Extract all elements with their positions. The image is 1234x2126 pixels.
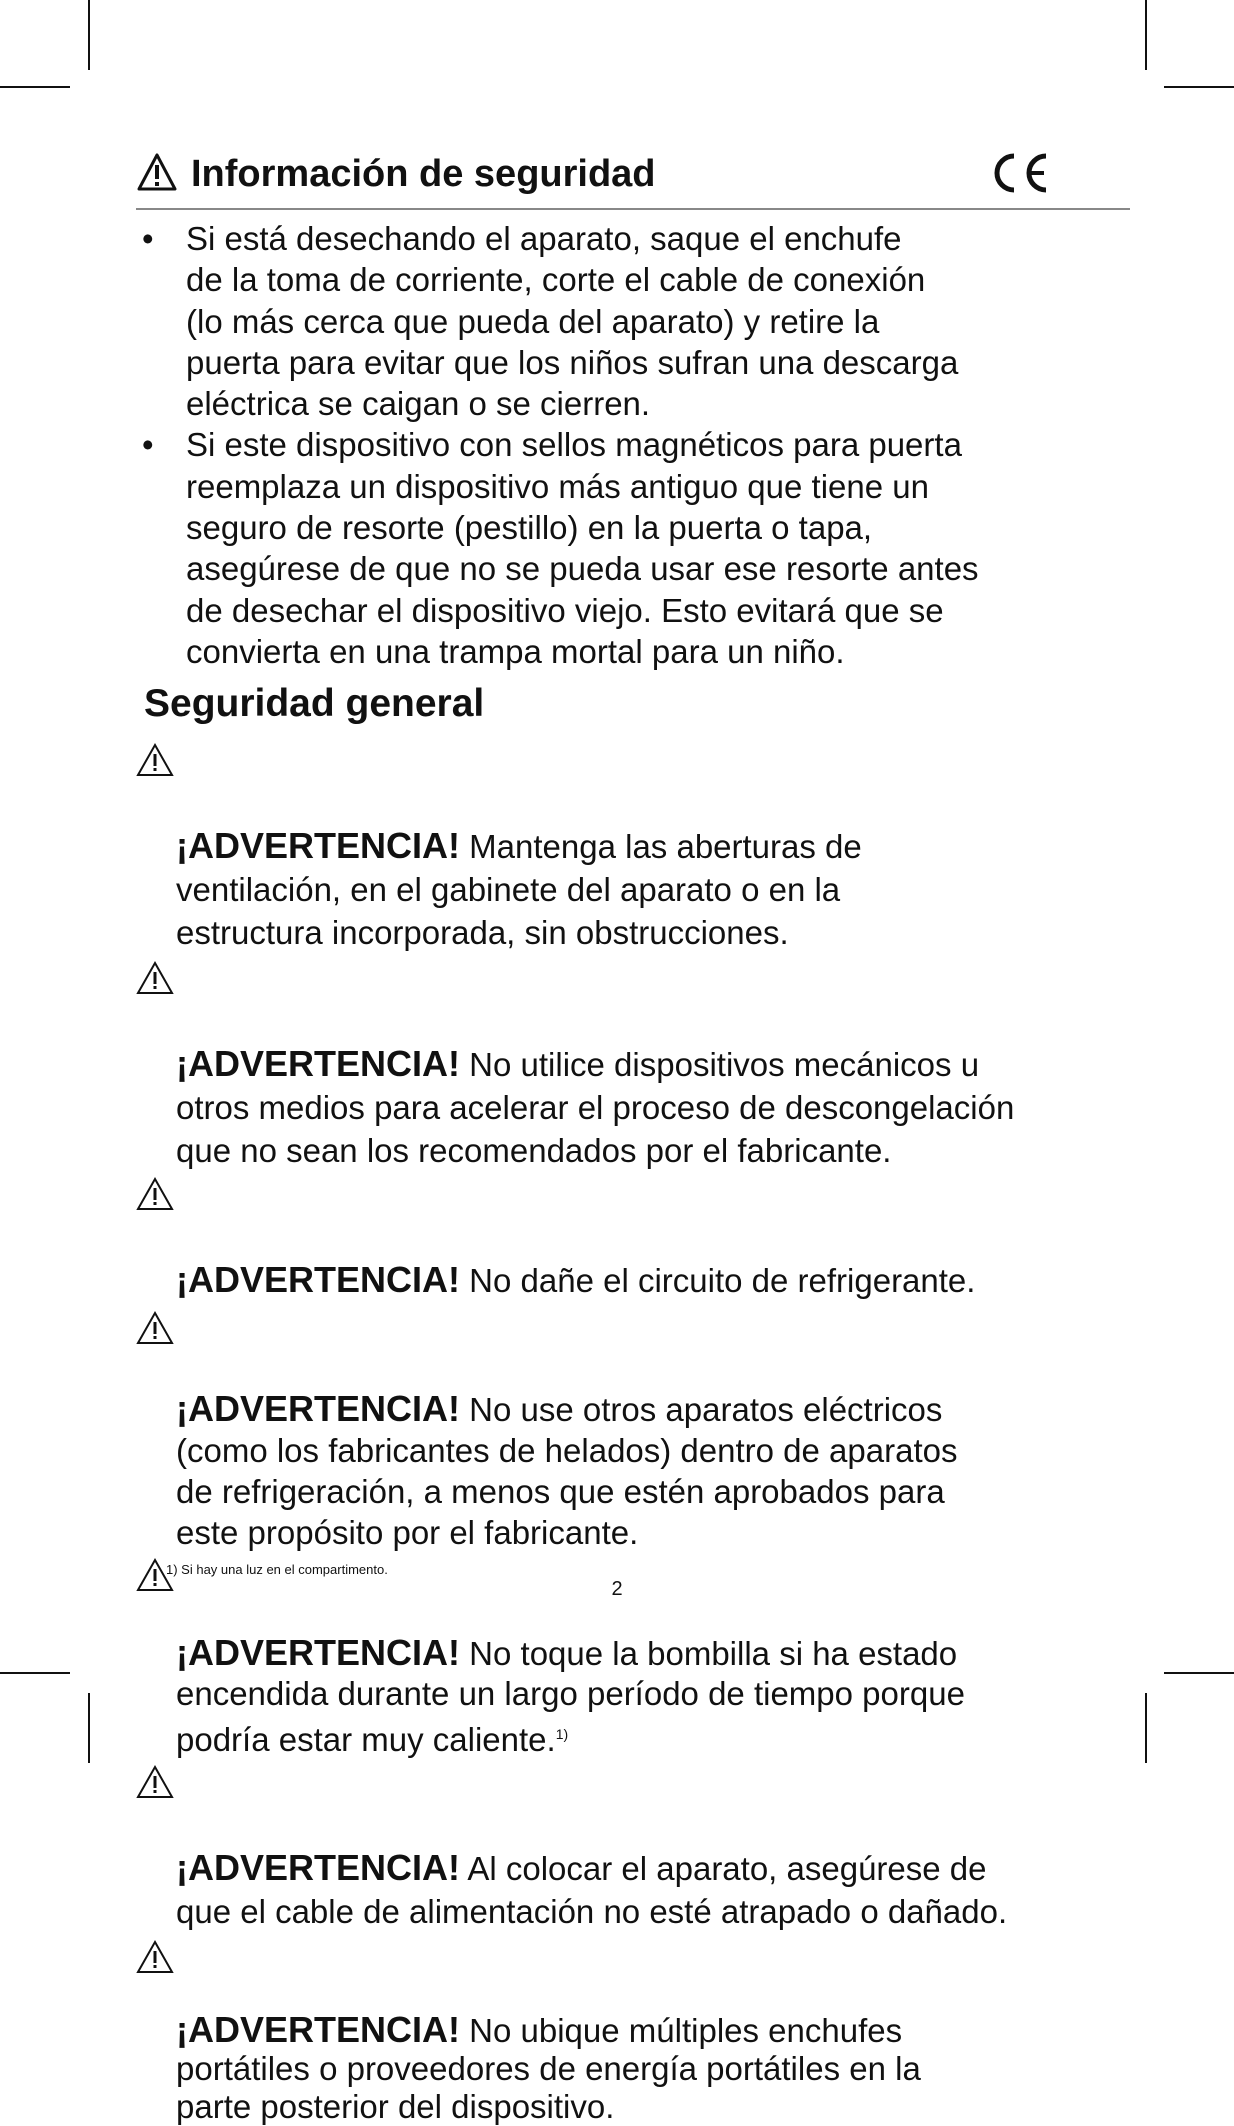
page-header	[136, 150, 1130, 210]
warning-label: ¡ADVERTENCIA!	[176, 825, 460, 866]
crop-mark	[1164, 1672, 1234, 1674]
crop-mark	[1145, 1693, 1147, 1763]
warning-label: ¡ADVERTENCIA!	[176, 1259, 460, 1300]
list-item	[136, 424, 1130, 672]
warning-label: ¡ADVERTENCIA!	[176, 1388, 460, 1429]
ce-mark-icon	[988, 150, 1050, 196]
warning-triangle-icon	[136, 1177, 174, 1211]
bullet-icon: •	[142, 426, 154, 464]
warning-triangle-icon	[136, 961, 174, 995]
bullet-icon: •	[142, 220, 154, 257]
warning-item	[136, 738, 1136, 954]
warning-triangle-icon	[136, 152, 178, 192]
warning-item	[136, 1935, 1136, 2126]
page-number: 2	[611, 1578, 623, 1600]
crop-mark	[1145, 0, 1147, 70]
crop-mark	[1164, 86, 1234, 88]
warning-item	[136, 1172, 1136, 1302]
warning-text: No ubique múltiples enchufes portátiles o proveedores de energía portátiles en la parte posterior del dispositivo.	[176, 2012, 921, 2125]
warning-text: No dañe el circuito de refrigerante.	[460, 1262, 976, 1299]
footnote-reference: 1)	[555, 1726, 569, 1742]
page-title: Información de seguridad	[191, 153, 656, 195]
warning-text: No toque la bombilla si ha estado encendida durante un largo período de tiempo porque podría estar muy caliente.	[176, 1635, 965, 1758]
warning-triangle-icon	[136, 1311, 174, 1345]
warning-triangle-icon	[136, 1765, 174, 1799]
warning-label: ¡ADVERTENCIA!	[176, 2009, 460, 2050]
warning-item	[136, 1760, 1136, 1933]
warning-triangle-icon	[136, 1940, 174, 1974]
list-item	[136, 218, 1130, 424]
warning-text: Mantenga las aberturas de ventilación, en el gabinete del aparato o en la estructura incorporada, sin obstrucciones.	[176, 828, 862, 951]
bullet-text: Si este dispositivo con sellos magnéticos para puerta reemplaza un dispositivo más antiguo que tiene un seguro de resorte (pestillo) en la puerta o tapa, asegúrese de que no se pueda usar ese resorte antes de desechar el dispositivo viejo. Esto evitará que se convierta en una trampa mortal para un niño.	[186, 426, 979, 670]
warnings-list	[136, 738, 1136, 2126]
disposal-bullet-list	[136, 218, 1130, 672]
warning-text: No utilice dispositivos mecánicos u otros medios para acelerar el proceso de descongelación que no sean los recomendados por el fabricante.	[176, 1046, 1015, 1169]
bullet-text: Si está desechando el aparato, saque el enchufe de la toma de corriente, corte el cable de conexión (lo más cerca que pueda del aparato) y retire la puerta para evitar que los niños sufran una descarga eléctrica se caigan o se cierren.	[186, 220, 959, 423]
warning-label: ¡ADVERTENCIA!	[176, 1847, 460, 1888]
warning-text: Al colocar el aparato, asegúrese de que el cable de alimentación no esté atrapado o dañado.	[176, 1850, 1008, 1930]
warning-item	[136, 1306, 1136, 1553]
footnote: 1) Si hay una luz en el compartimento.	[166, 1562, 388, 1577]
warning-item	[136, 956, 1136, 1172]
warning-item	[136, 1553, 1136, 1760]
warning-label: ¡ADVERTENCIA!	[176, 1043, 460, 1084]
warning-text: No use otros aparatos eléctricos (como los fabricantes de helados) dentro de aparatos de refrigeración, a menos que estén aprobados para este propósito por el fabricante.	[176, 1391, 958, 1551]
warning-triangle-icon	[136, 743, 174, 777]
warning-label: ¡ADVERTENCIA!	[176, 1632, 460, 1673]
section-title: Seguridad general	[144, 682, 485, 725]
crop-mark	[0, 86, 70, 88]
crop-mark	[0, 1672, 70, 1674]
crop-mark	[88, 1693, 90, 1763]
crop-mark	[88, 0, 90, 70]
